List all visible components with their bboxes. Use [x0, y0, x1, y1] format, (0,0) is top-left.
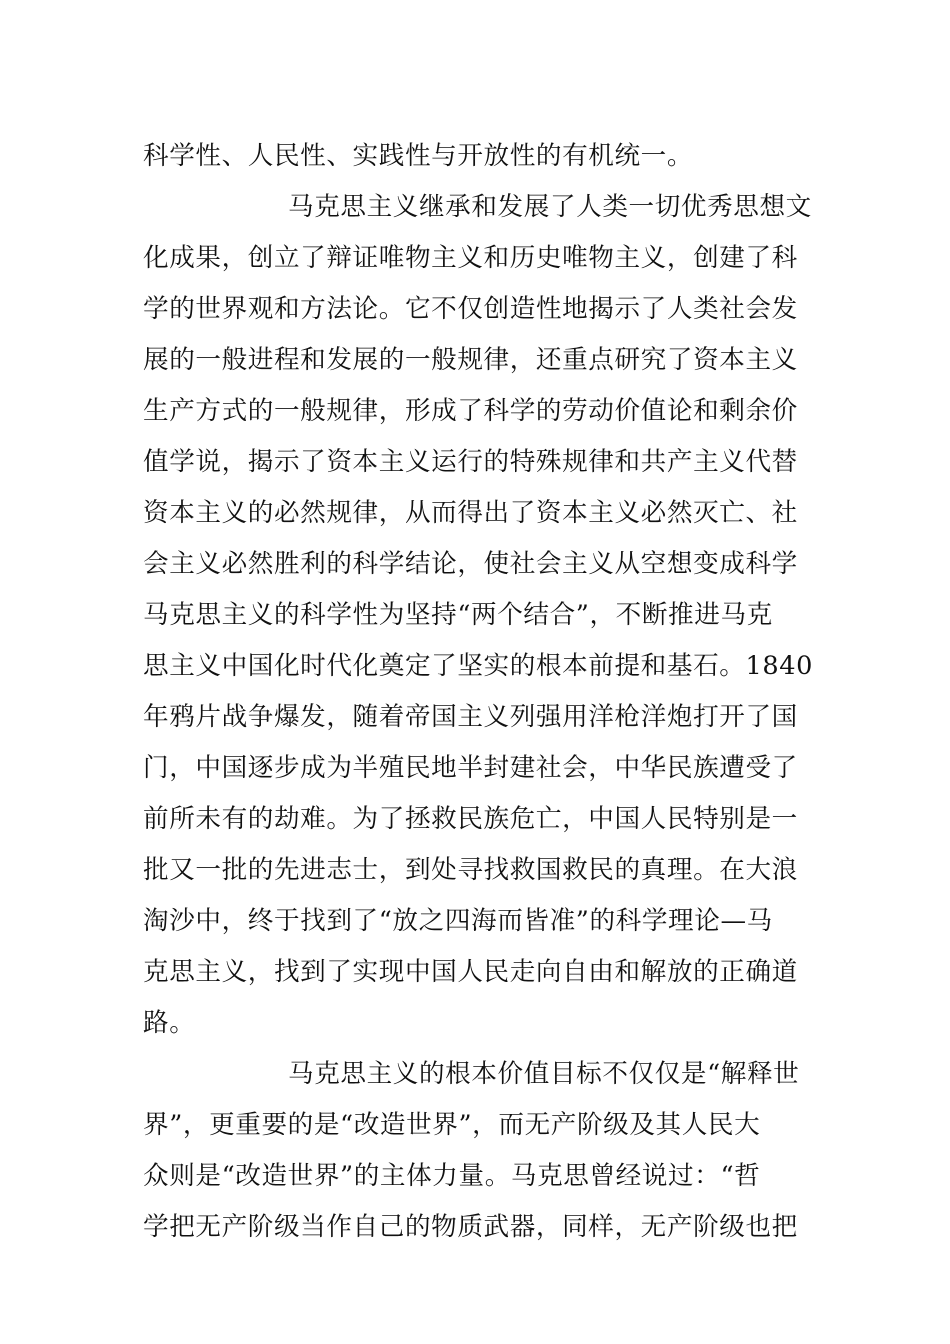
- text-line: 克思主义，找到了实现中国人民走向自由和解放的正确道: [143, 957, 798, 987]
- text-line: 年鸦片战争爆发，随着帝国主义列强用洋枪洋炮打开了国: [143, 702, 798, 732]
- text-line: 界”，更重要的是“改造世界”，而无产阶级及其人民大: [143, 1110, 761, 1140]
- text-line: 值学说，揭示了资本主义运行的特殊规律和共产主义代替: [143, 447, 798, 477]
- text-line: 学的世界观和方法论。它不仅创造性地揭示了人类社会发: [143, 294, 798, 324]
- text-line: 资本主义的必然规律，从而得出了资本主义必然灭亡、社: [143, 498, 798, 528]
- text-line: 生产方式的一般规律，形成了科学的劳动价值论和剩余价: [143, 396, 798, 426]
- text-line: 学把无产阶级当作自己的物质武器，同样，无产阶级也把: [143, 1212, 798, 1242]
- text-line: 批又一批的先进志士，到处寻找救国救民的真理。在大浪: [143, 855, 798, 885]
- text-line: 展的一般进程和发展的一般规律，还重点研究了资本主义: [143, 345, 798, 375]
- text-line: 路。: [143, 1008, 196, 1038]
- body-text: [143, 131, 813, 1253]
- paragraph-start-line: 马克思主义继承和发展了人类一切优秀思想文: [288, 192, 812, 222]
- text-line: 淘沙中，终于找到了“放之四海而皆准”的科学理论—马: [143, 906, 773, 936]
- text-line: 众则是“改造世界”的主体力量。马克思曾经说过：“哲: [143, 1161, 761, 1191]
- text-line: 会主义必然胜利的科学结论，使社会主义从空想变成科学: [143, 549, 798, 579]
- text-line: 思主义中国化时代化奠定了坚实的根本前提和基石。1840: [143, 651, 813, 681]
- text-line: 门，中国逐步成为半殖民地半封建社会，中华民族遭受了: [143, 753, 798, 783]
- text-line: 前所未有的劫难。为了拯救民族危亡，中国人民特别是一: [143, 804, 798, 834]
- paragraph-start-line: 马克思主义的根本价值目标不仅仅是“解释世: [288, 1059, 800, 1089]
- text-line: 化成果，创立了辩证唯物主义和历史唯物主义，创建了科: [143, 243, 798, 273]
- text-line: 马克思主义的科学性为坚持“两个结合”，不断推进马克: [143, 600, 773, 630]
- text-line: 科学性、人民性、实践性与开放性的有机统一。: [143, 141, 694, 171]
